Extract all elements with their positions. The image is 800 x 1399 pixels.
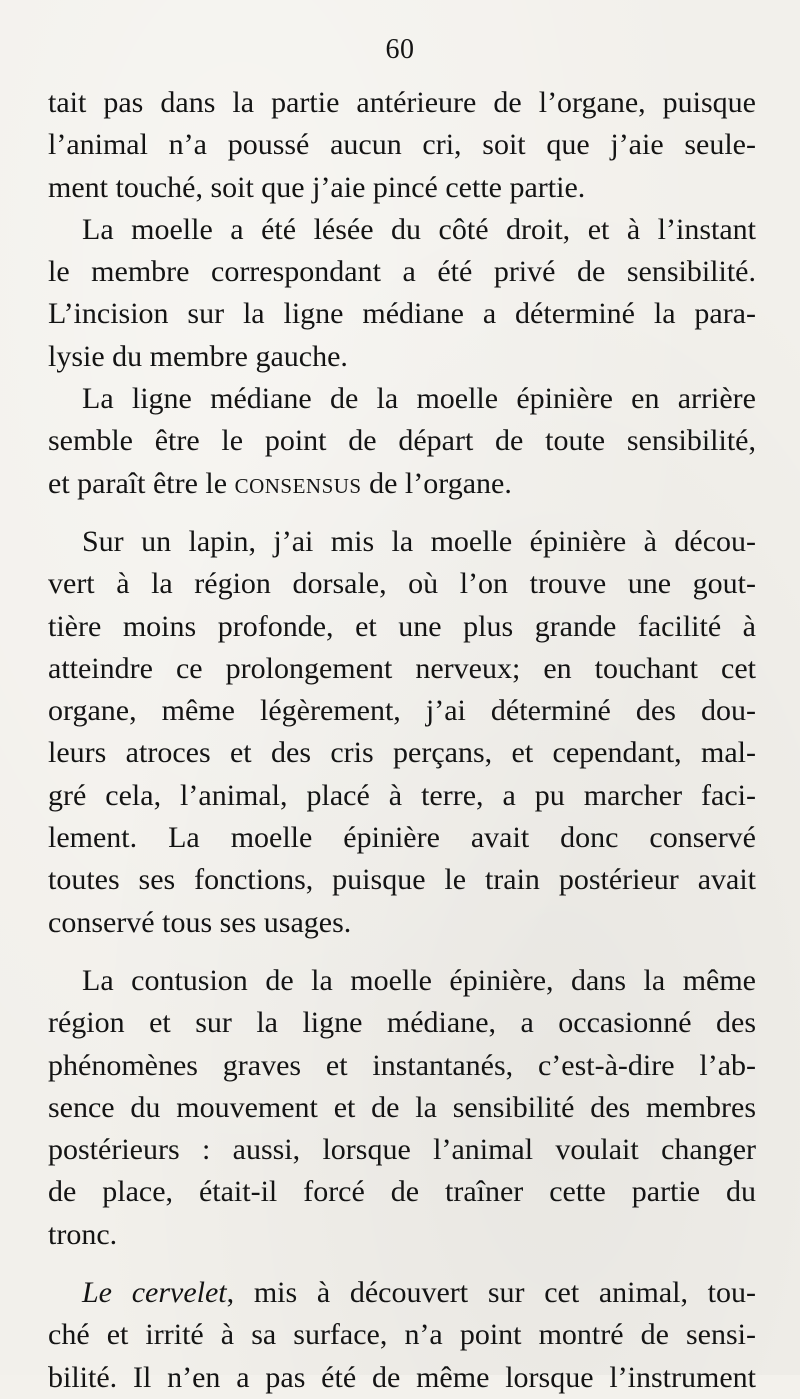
text-line: région et sur la ligne médiane, a occasionné des — [48, 1006, 756, 1040]
text-line: L’incision sur la ligne médiane a déterminé la para- — [48, 297, 756, 331]
paragraph — [48, 82, 756, 209]
text-line: tait pas dans la partie antérieure de l’organe, puisque — [48, 86, 756, 119]
text-line: lement. La moelle épinière avait donc conservé — [48, 821, 756, 855]
consensus-term: consensus — [234, 466, 362, 500]
text-line: bilité. Il n’en a pas été de même lorsque l’instrument — [48, 1360, 756, 1394]
text-line: le membre correspondant a été privé de sensibilité. — [48, 255, 756, 289]
text-line: de place, était-il forcé de traîner cette partie du — [48, 1175, 756, 1209]
text-line: phénomènes graves et instantanés, c’est-à-dire l’ab- — [48, 1048, 756, 1082]
text-line: semble être le point de départ de toute sensibilité, — [48, 424, 756, 458]
text-line: tronc. — [48, 1217, 118, 1251]
paragraph — [48, 209, 756, 378]
text-line: La ligne médiane de la moelle épinière en arrière — [82, 382, 756, 416]
text-line: conservé tous ses usages. — [48, 905, 352, 939]
text-line: gré cela, l’animal, placé à terre, a pu marcher faci- — [48, 778, 756, 812]
paragraph — [48, 960, 756, 1256]
paragraph-gap — [48, 944, 756, 960]
text-line: toutes ses fonctions, puisque le train postérieur avait — [48, 863, 756, 897]
text-line: organe, même légèrement, j’ai déterminé des dou- — [48, 694, 756, 728]
text-line: lysie du membre gauche. — [48, 339, 348, 373]
page-number: 60 — [385, 34, 415, 65]
paragraph-gap — [48, 1256, 756, 1272]
text-line: sence du mouvement et de la sensibilité des membres — [48, 1090, 756, 1124]
text-line: La moelle a été lésée du côté droit, et à l’instant — [82, 212, 756, 246]
paragraph — [48, 1272, 756, 1399]
text-fragment: et paraît être le — [48, 466, 235, 500]
body-text — [48, 82, 756, 1399]
text-fragment: , mis à découvert sur cet animal, tou- — [226, 1276, 757, 1310]
text-line: ment touché, soit que j’aie pincé cette partie. — [48, 170, 586, 204]
text-line: leurs atroces et des cris perçans, et cependant, mal- — [48, 736, 756, 770]
text-line: ché et irrité à sa surface, n’a point montré de sensi- — [48, 1318, 756, 1352]
text-line: atteindre ce prolongement nerveux; en touchant cet — [48, 651, 756, 685]
text-line: La contusion de la moelle épinière, dans la même — [82, 963, 756, 997]
paragraph — [48, 521, 756, 944]
le-cervelet-term: Le cervelet — [82, 1276, 227, 1310]
text-fragment: de l’organe. — [369, 466, 512, 500]
text-line: tière moins profonde, et une plus grande facilité à — [48, 609, 756, 643]
text-line — [48, 463, 756, 505]
text-line: postérieurs : aussi, lorsque l’animal voulait changer — [48, 1133, 756, 1167]
text-line: vert à la région dorsale, où l’on trouve une gout- — [48, 567, 756, 601]
text-line: Sur un lapin, j’ai mis la moelle épinière à décou- — [82, 524, 756, 558]
paragraph-gap — [48, 505, 756, 521]
paragraph — [48, 378, 756, 505]
text-line — [48, 1272, 756, 1314]
text-line: l’animal n’a poussé aucun cri, soit que j’aie seule- — [48, 128, 756, 162]
